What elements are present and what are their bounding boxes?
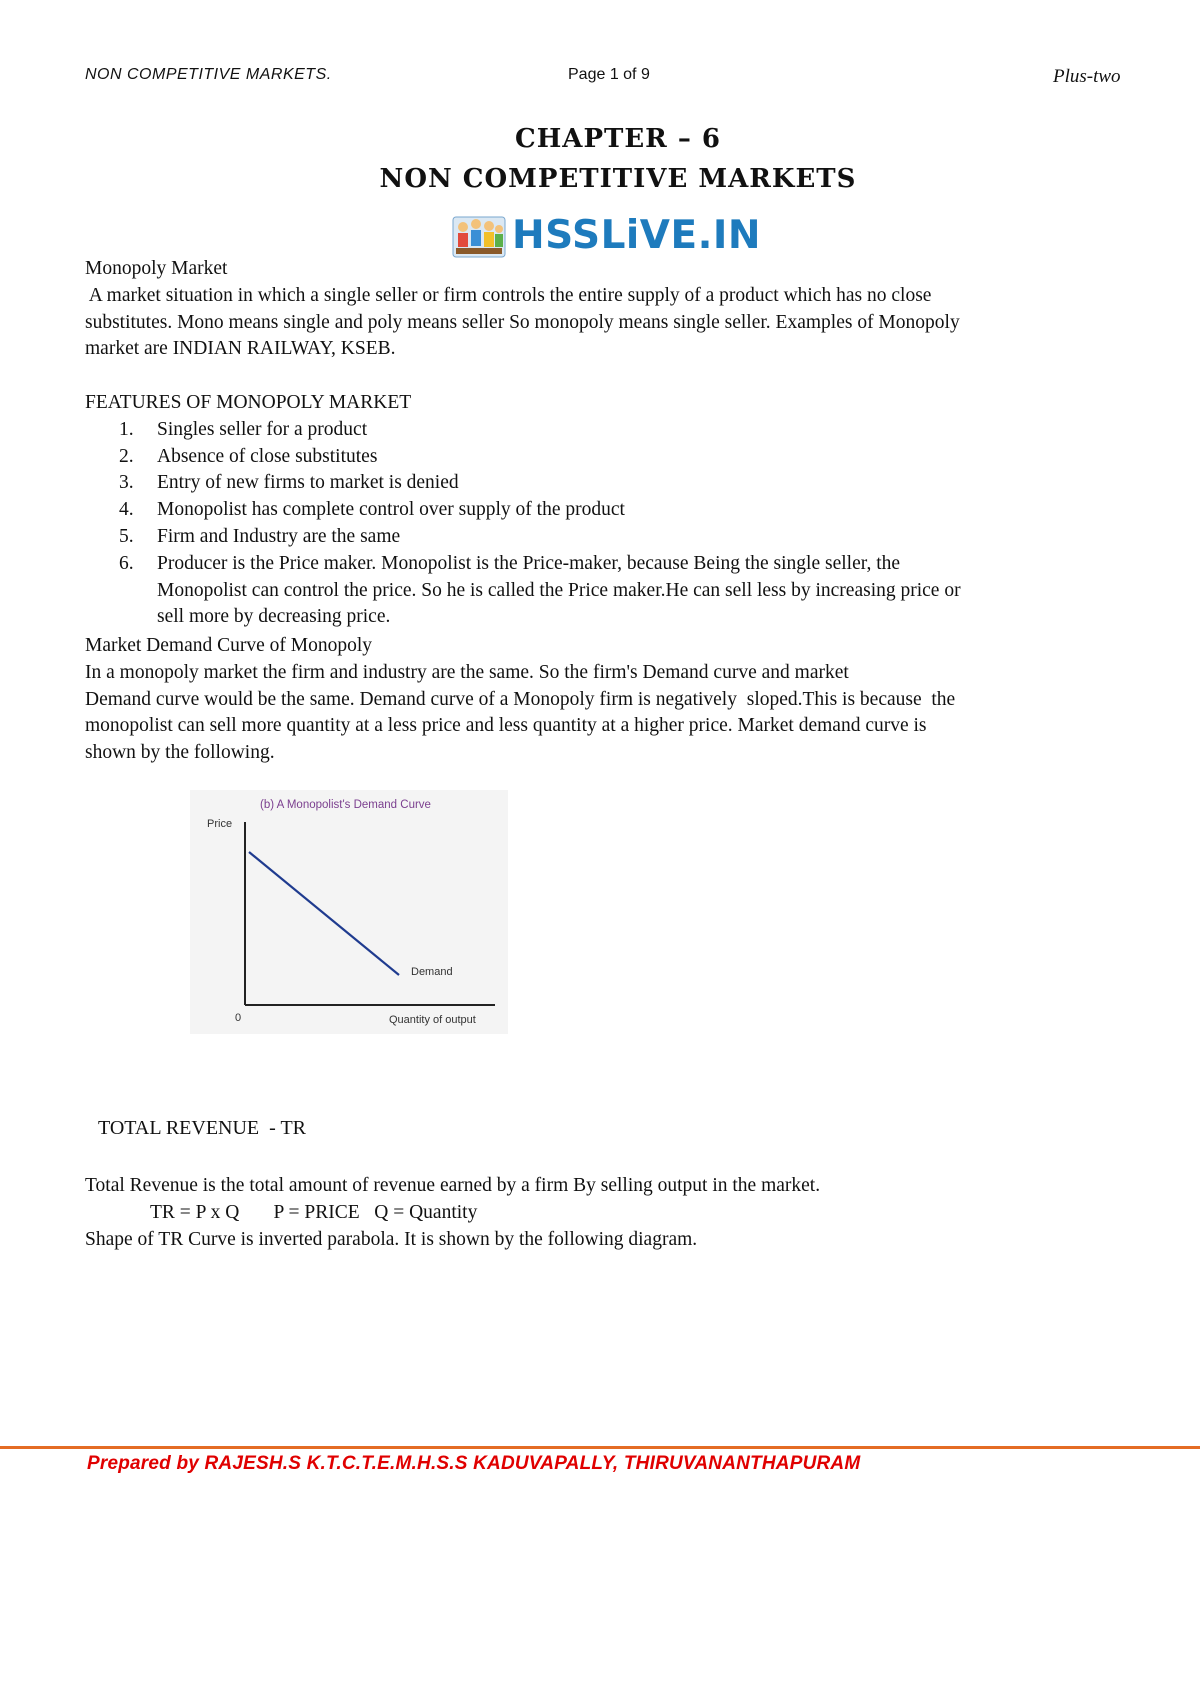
list-item <box>85 497 1155 524</box>
list-text: Firm and Industry are the same <box>157 525 401 547</box>
y-axis-label: Price <box>207 818 233 830</box>
demand-text-line: shown by the following. <box>85 742 275 764</box>
list-item <box>85 417 1155 444</box>
monopoly-text-line: A market situation in which a single seller or firm controls the entire supply of a product which has no close <box>85 284 932 306</box>
chapter-title: CHAPTER – 6 <box>515 124 721 154</box>
list-number: 6. <box>119 552 134 574</box>
list-item <box>85 524 1155 551</box>
monopoly-text-line: substitutes. Mono means single and poly means seller So monopoly means single seller. Examples of Monopoly <box>85 311 960 333</box>
demand-curve-label: Demand <box>411 966 453 978</box>
monopolist-demand-figure <box>190 790 508 1034</box>
header-left-text: NON COMPETITIVE MARKETS. <box>85 66 332 83</box>
children-icon <box>452 211 506 259</box>
header-right-text: Plus-two <box>1053 66 1121 87</box>
tr-text-line: Shape of TR Curve is inverted parabola. It is shown by the following diagram. <box>85 1228 698 1250</box>
x-axis-label: Quantity of output <box>389 1014 476 1026</box>
list-text: Monopolist has complete control over supply of the product <box>157 499 625 521</box>
list-item <box>85 444 1155 471</box>
demand-section <box>85 633 1155 767</box>
list-item <box>85 551 1155 631</box>
list-number: 5. <box>119 525 134 547</box>
list-number: 1. <box>119 418 134 440</box>
list-text: Singles seller for a product <box>157 418 368 440</box>
demand-curve-diagram <box>190 790 508 1034</box>
monopoly-heading: Monopoly Market <box>85 258 228 279</box>
demand-heading: Market Demand Curve of Monopoly <box>85 635 373 656</box>
demand-text-line: Demand curve would be the same. Demand curve of a Monopoly firm is negatively sloped.This is because the <box>85 688 956 710</box>
monopoly-section <box>85 256 1155 363</box>
demand-curve-line <box>249 852 399 975</box>
list-text: Entry of new firms to market is denied <box>157 472 459 494</box>
demand-text-line: In a monopoly market the firm and industry are the same. So the firm's Demand curve and market <box>85 661 849 683</box>
list-item <box>85 470 1155 497</box>
page-number: Page 1 of 9 <box>568 66 650 83</box>
list-text: Producer is the Price maker. Monopolist is the Price-maker, because Being the single seller, the <box>157 552 901 574</box>
list-text: sell more by decreasing price. <box>157 606 391 628</box>
features-heading: FEATURES OF MONOPOLY MARKET <box>85 392 412 413</box>
demand-text-line: monopolist can sell more quantity at a less price and less quantity at a higher price. Market demand curve is <box>85 715 927 737</box>
tr-section <box>85 1173 1155 1253</box>
list-text: Monopolist can control the price. So he is called the Price maker.He can sell less by increasing price or <box>157 579 961 601</box>
tr-formula: TR = P x Q P = PRICE Q = Quantity <box>150 1201 478 1223</box>
footer-divider <box>0 1446 1200 1449</box>
tr-heading: TOTAL REVENUE - TR <box>98 1117 307 1139</box>
footer-credit: Prepared by RAJESH.S K.T.C.T.E.M.H.S.S KADUVAPALLY, THIRUVANANTHAPURAM <box>87 1453 861 1474</box>
monopoly-text-line: market are INDIAN RAILWAY, KSEB. <box>85 338 396 360</box>
list-number: 3. <box>119 472 134 494</box>
features-list <box>85 417 1155 631</box>
figure-title: (b) A Monopolist's Demand Curve <box>260 799 431 811</box>
tr-text-line: Total Revenue is the total amount of revenue earned by a firm By selling output in the market. <box>85 1175 821 1196</box>
chapter-subtitle: NON COMPETITIVE MARKETS <box>379 164 857 194</box>
list-number: 4. <box>119 499 134 521</box>
hsslive-logo <box>452 210 761 260</box>
list-text: Absence of close substitutes <box>157 445 378 467</box>
origin-label: 0 <box>235 1012 242 1024</box>
list-number: 2. <box>119 445 134 467</box>
logo-text: HSSLiVE.IN <box>512 212 762 258</box>
features-section <box>85 390 1155 631</box>
